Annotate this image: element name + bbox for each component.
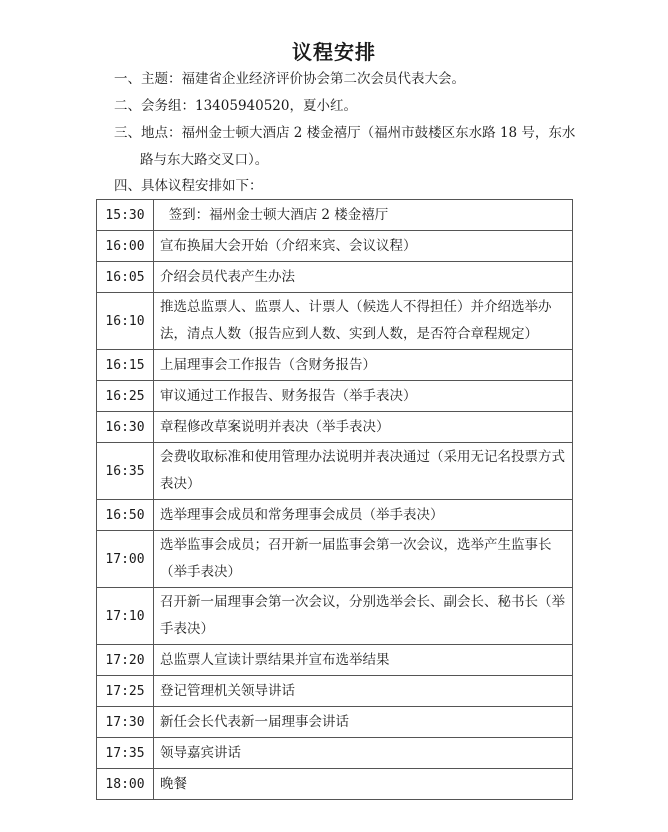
agenda-time: 16:10 (97, 293, 154, 350)
agenda-row (97, 707, 573, 738)
info-theme-text: 福建省企业经济评价协会第二次会员代表大会。 (181, 71, 465, 87)
agenda-row (97, 262, 573, 293)
agenda-time: 17:20 (97, 645, 154, 676)
agenda-desc: 会费收取标准和使用管理办法说明并表决通过（采用无记名投票方式表决） (154, 443, 573, 500)
agenda-row (97, 350, 573, 381)
info-venue-text: 福州金士顿大酒店 2 楼金禧厅（福州市鼓楼区东水路 18 号，东水 (181, 125, 576, 141)
agenda-desc: 选举理事会成员和常务理事会成员（举手表决） (154, 500, 573, 531)
info-contact-text: 13405940520，夏小红。 (195, 98, 357, 114)
agenda-desc: 介绍会员代表产生办法 (154, 262, 573, 293)
agenda-row (97, 200, 573, 231)
agenda-row (97, 293, 573, 350)
agenda-time: 16:25 (97, 381, 154, 412)
agenda-desc: 登记管理机关领导讲话 (154, 676, 573, 707)
agenda-table (96, 199, 573, 800)
agenda-time: 16:35 (97, 443, 154, 500)
agenda-row (97, 412, 573, 443)
info-venue (114, 120, 584, 174)
agenda-time: 17:35 (97, 738, 154, 769)
agenda-time: 17:25 (97, 676, 154, 707)
agenda-desc: 章程修改草案说明并表决（举手表决） (154, 412, 573, 443)
info-contact-label: 二、会务组： (114, 98, 195, 114)
agenda-row (97, 443, 573, 500)
info-theme-label: 一、主题： (114, 71, 182, 87)
agenda-time: 15:30 (97, 200, 154, 231)
info-venue-text-cont: 路与东大路交叉口）。 (140, 152, 269, 168)
agenda-row (97, 738, 573, 769)
agenda-row (97, 769, 573, 800)
agenda-desc: 推选总监票人、监票人、计票人（候选人不得担任）并介绍选举办法，清点人数（报告应到人数、实到人数，是否符合章程规定） (154, 293, 573, 350)
info-agenda-intro (114, 173, 584, 200)
agenda-desc: 审议通过工作报告、财务报告（举手表决） (154, 381, 573, 412)
info-contact (114, 93, 584, 120)
agenda-desc: 召开新一届理事会第一次会议，分别选举会长、副会长、秘书长（举手表决） (154, 588, 573, 645)
agenda-desc: 选举监事会成员；召开新一届监事会第一次会议，选举产生监事长（举手表决） (154, 531, 573, 588)
agenda-desc: 签到：福州金士顿大酒店 2 楼金禧厅 (154, 200, 573, 231)
agenda-time: 17:00 (97, 531, 154, 588)
info-agenda-label: 四、 (114, 178, 141, 194)
info-agenda-text: 具体议程安排如下： (141, 178, 263, 194)
agenda-row (97, 588, 573, 645)
agenda-time: 18:00 (97, 769, 154, 800)
agenda-time: 16:05 (97, 262, 154, 293)
page-title: 议程安排 (292, 40, 376, 64)
agenda-time: 16:15 (97, 350, 154, 381)
agenda-row (97, 231, 573, 262)
agenda-desc: 晚餐 (154, 769, 573, 800)
agenda-desc: 总监票人宣读计票结果并宣布选举结果 (154, 645, 573, 676)
agenda-row (97, 381, 573, 412)
agenda-time: 16:00 (97, 231, 154, 262)
agenda-time: 16:50 (97, 500, 154, 531)
agenda-desc: 宣布换届大会开始（介绍来宾、会议议程） (154, 231, 573, 262)
agenda-time: 17:30 (97, 707, 154, 738)
agenda-time: 16:30 (97, 412, 154, 443)
agenda-row (97, 645, 573, 676)
agenda-row (97, 500, 573, 531)
info-venue-label: 三、地点： (114, 125, 182, 141)
agenda-desc: 上届理事会工作报告（含财务报告） (154, 350, 573, 381)
agenda-row (97, 676, 573, 707)
agenda-time: 17:10 (97, 588, 154, 645)
agenda-desc: 新任会长代表新一届理事会讲话 (154, 707, 573, 738)
agenda-desc: 领导嘉宾讲话 (154, 738, 573, 769)
agenda-row (97, 531, 573, 588)
info-theme (114, 66, 584, 93)
